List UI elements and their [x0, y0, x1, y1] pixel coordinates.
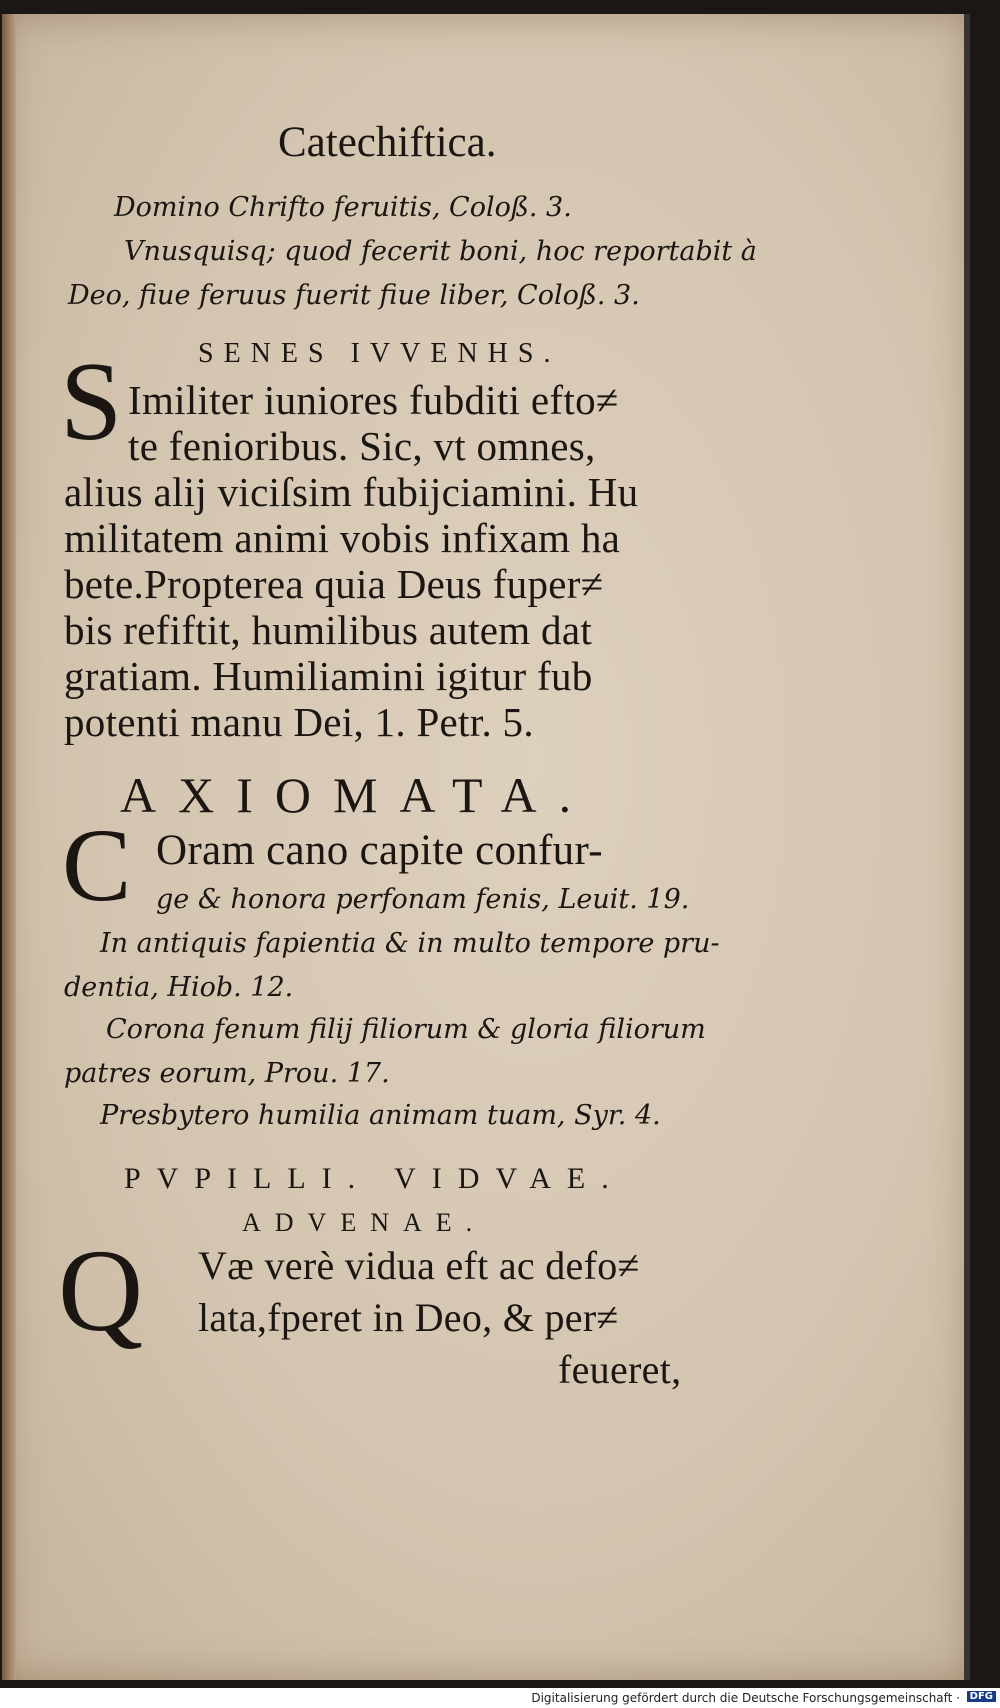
drop-cap: C [62, 808, 132, 923]
section-heading: ADVENAE. [242, 1208, 487, 1237]
citation-line: patres eorum, Prou. 17. [64, 1058, 390, 1089]
citation-line: dentia, Hiob. 12. [64, 972, 294, 1003]
text-line: Oram cano capite confur- [156, 827, 603, 874]
dfg-logo: DFG [967, 1691, 996, 1702]
text-line: bis refiftit, humilibus autem dat [64, 607, 593, 653]
citation-line: Domino Chrifto feruitis, Coloß. 3. [114, 192, 572, 223]
binding-edge [2, 14, 16, 1680]
citation-line: In antiquis fapientia & in multo tempore pru- [100, 928, 720, 959]
text-line: bete.Propterea quia Deus fuper≠ [64, 561, 604, 607]
citation-line: Vnusquisq; quod fecerit boni, hoc reportabit à [124, 236, 757, 267]
citation-line: Deo, fiue feruus fuerit fiue liber, Coloß. 3. [68, 280, 640, 311]
text-line: gratiam. Humiliamini igitur fub [64, 653, 593, 699]
scan-edge [964, 14, 970, 1680]
text-line: lata,fperet in Deo, & per≠ [198, 1295, 619, 1340]
citation-line: Corona fenum filij filiorum & gloria filiorum [106, 1014, 706, 1045]
text-line: feueret, [558, 1347, 682, 1392]
drop-cap: S [60, 340, 123, 464]
book-page [2, 14, 970, 1680]
running-head: Catechiftica. [278, 119, 497, 166]
text-line: alius alij viciſsim fubijciamini. Hu [64, 469, 639, 515]
drop-cap: Q [58, 1225, 144, 1356]
section-heading: SENES IVVENHS. [198, 338, 561, 369]
citation-line: Presbytero humilia animam tuam, Syr. 4. [100, 1100, 661, 1131]
text-line: potenti manu Dei, 1. Petr. 5. [64, 699, 534, 745]
text-line: ge & honora perfonam fenis, Leuit. 19. [156, 884, 690, 915]
text-line: Imiliter iuniores fubditi efto≠ [128, 377, 619, 423]
text-line: te fenioribus. Sic, vt omnes, [128, 423, 596, 469]
section-heading: AXIOMATA. [120, 767, 594, 823]
text-line: militatem animi vobis infixam ha [64, 515, 621, 561]
text-line: Væ verè vidua eft ac defo≠ [198, 1243, 640, 1288]
digitization-footer [0, 1688, 1000, 1708]
footer-credit: Digitalisierung gefördert durch die Deutsche Forschungsgemeinschaft · [531, 1691, 960, 1705]
section-heading: PVPILLI. VIDVAE. [124, 1162, 625, 1195]
